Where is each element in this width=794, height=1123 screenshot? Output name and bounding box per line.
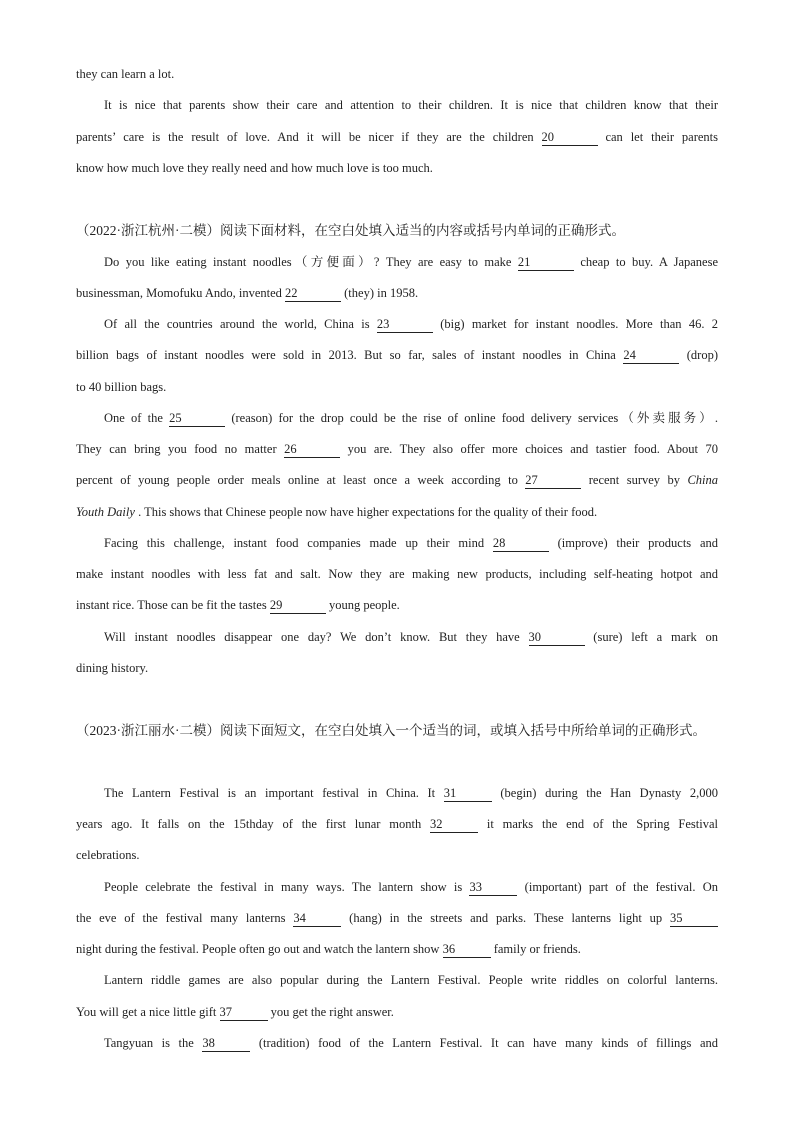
- text-run: cheap to buy. A Japanese: [573, 254, 718, 269]
- text-line: [76, 372, 718, 403]
- passage-section: [76, 215, 718, 684]
- italic-text: Youth Daily: [76, 504, 135, 519]
- text-run: People celebrate the festival in many ways. The lantern show is: [104, 879, 470, 894]
- text-run: (sure) left a mark on: [584, 629, 718, 644]
- answer-blank: 29: [270, 598, 326, 614]
- text-run: Lantern riddle games are also popular during the Lantern Festival. People write riddles on colorful lanterns.: [104, 973, 718, 988]
- text-run: it marks the end of the Spring Festival: [478, 817, 718, 831]
- text-run: billion bags of instant noodles were sold in 2013. But so far, sales of instant noodles in China: [76, 348, 624, 363]
- text-line: [76, 153, 718, 184]
- answer-blank: 24: [623, 348, 679, 364]
- italic-text: China: [687, 473, 718, 488]
- answer-blank: 28: [493, 536, 549, 552]
- answer-blank: 33: [469, 880, 517, 896]
- answer-blank: 25: [169, 411, 225, 427]
- text-line: [76, 559, 718, 590]
- text-run: dining history.: [76, 660, 149, 675]
- text-line: [76, 90, 718, 121]
- text-run: businessman, Momofuku Ando, invented: [76, 285, 286, 300]
- text-run: family or friends.: [490, 942, 581, 956]
- answer-blank: 27: [525, 473, 581, 489]
- text-line: [76, 934, 718, 965]
- paragraph: [76, 1028, 718, 1059]
- text-run: Do you like eating instant noodles（方便面）? They are easy to make: [104, 254, 518, 269]
- paragraph: [76, 59, 718, 90]
- text-run: (begin) during the Han Dynasty 2,000: [491, 785, 718, 800]
- answer-blank: 23: [377, 317, 433, 333]
- text-line: [76, 247, 718, 278]
- section-heading: （2022·浙江杭州·二模）阅读下面材料，在空白处填入适当的内容或括号内单词的正确形式。: [76, 223, 625, 239]
- answer-blank: 26: [284, 442, 340, 458]
- answer-blank: 32: [430, 817, 478, 833]
- text-run: make instant noodles with less fat and salt. Now they are making new products, including self-heating hotpot and: [76, 567, 718, 581]
- text-line: [76, 340, 718, 371]
- text-line: [76, 840, 718, 871]
- answer-blank: 36: [443, 942, 491, 958]
- text-run: Of all the countries around the world, China is: [104, 317, 377, 331]
- paragraph: [76, 778, 718, 872]
- paragraph: [76, 528, 718, 622]
- answer-blank: 34: [293, 911, 341, 927]
- text-run: The Lantern Festival is an important festival in China. It: [104, 785, 444, 800]
- text-run: Tangyuan is the: [104, 1035, 203, 1050]
- text-run: (important) part of the festival. On: [517, 879, 718, 894]
- text-run: Will instant noodles disappear one day? We don’t know. But they have: [104, 629, 529, 644]
- paragraph: [76, 90, 718, 184]
- text-line: [76, 965, 718, 996]
- paragraph: [76, 965, 718, 1028]
- text-run: (drop): [679, 348, 718, 363]
- text-run: celebrations.: [76, 848, 140, 863]
- text-line: [76, 903, 718, 934]
- text-line: [76, 465, 718, 496]
- answer-blank: 38: [202, 1036, 250, 1052]
- section-heading: （2023·浙江丽水·二模）阅读下面短文，在空白处填入一个适当的词，或填入括号中所给单词的正确形式。: [76, 723, 706, 739]
- text-run: (big) market for instant noodles. More than 46. 2: [432, 317, 718, 331]
- text-run: years ago. It falls on the 15thday of the first lunar month: [76, 817, 431, 831]
- text-run: you get the right answer.: [267, 1004, 394, 1019]
- text-run: they can learn a lot.: [76, 67, 175, 81]
- text-line: [76, 997, 718, 1028]
- text-line: [76, 528, 718, 559]
- passage-section: [76, 715, 718, 1059]
- answer-blank: 37: [220, 1005, 268, 1021]
- text-run: to 40 billion bags.: [76, 379, 167, 394]
- text-run: They can bring you food no matter: [76, 442, 285, 456]
- text-run: recent survey by: [581, 473, 688, 488]
- paragraph: [76, 247, 718, 310]
- text-run: percent of young people order meals online at least once a week according to: [76, 473, 526, 488]
- text-line: [76, 622, 718, 653]
- text-run: the eve of the festival many lanterns: [76, 910, 294, 925]
- text-run: young people.: [325, 598, 400, 613]
- text-line: [76, 809, 718, 840]
- paragraph: [76, 622, 718, 685]
- paragraph: [76, 309, 718, 403]
- text-run: (hang) in the streets and parks. These lanterns light up: [341, 910, 670, 925]
- text-run: can let their parents: [597, 129, 718, 144]
- text-run: (tradition) food of the Lantern Festival. It can have many kinds of fillings and: [250, 1035, 718, 1050]
- text-run: You will get a nice little gift: [76, 1004, 220, 1019]
- text-run: It is nice that parents show their care and attention to their children. It is nice that children know that their: [104, 98, 718, 113]
- text-run: night during the festival. People often go out and watch the lantern show: [76, 942, 443, 956]
- text-run: . This shows that Chinese people now have higher expectations for the quality of their food.: [134, 504, 598, 519]
- text-run: instant rice. Those can be fit the tastes: [76, 598, 270, 613]
- text-line: [76, 434, 718, 465]
- text-run: parents’ care is the result of love. And it will be nicer if they are the children: [76, 129, 542, 144]
- text-run: (improve) their products and: [548, 535, 718, 550]
- paragraph: [76, 403, 718, 528]
- text-line: [76, 872, 718, 903]
- passage-section: [76, 59, 718, 184]
- paragraph: [76, 872, 718, 966]
- answer-blank: 22: [285, 286, 341, 302]
- text-line: [76, 653, 718, 684]
- text-line: [76, 309, 718, 340]
- answer-blank: 35: [670, 911, 718, 927]
- text-run: One of the: [104, 410, 170, 425]
- answer-blank: 21: [518, 255, 574, 271]
- text-line: [76, 778, 718, 809]
- answer-blank: 20: [542, 130, 598, 146]
- answer-blank: 30: [529, 630, 585, 646]
- text-run: know how much love they really need and how much love is too much.: [76, 160, 433, 175]
- text-line: [76, 278, 718, 309]
- text-run: you are. They also offer more choices and tastier food. About 70: [340, 442, 718, 456]
- text-line: [76, 497, 718, 528]
- text-line: [76, 59, 718, 90]
- text-run: (they) in 1958.: [341, 285, 419, 300]
- text-run: Facing this challenge, instant food companies made up their mind: [104, 535, 493, 550]
- text-line: [76, 403, 718, 434]
- text-line: [76, 590, 718, 621]
- answer-blank: 31: [444, 786, 492, 802]
- text-run: (reason) for the drop could be the rise of online food delivery services（外卖服务）.: [225, 410, 718, 425]
- text-line: [76, 122, 718, 153]
- text-line: [76, 1028, 718, 1059]
